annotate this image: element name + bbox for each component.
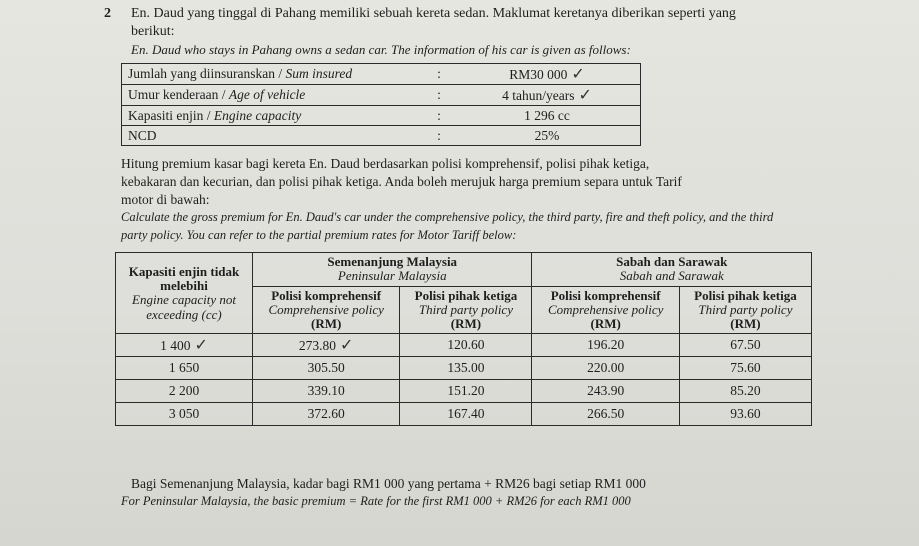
- info-label-ms: Jumlah yang diinsuranskan /: [128, 66, 283, 81]
- cell-pen-comp: 273.80: [298, 338, 337, 354]
- header-third-unit: (RM): [730, 316, 761, 332]
- info-colon: :: [424, 106, 454, 126]
- info-value: [454, 85, 641, 106]
- checkmark-icon: ✓: [194, 337, 208, 355]
- header-sabah-en: Sabah and Sarawak: [619, 268, 724, 284]
- question-number: 2: [104, 6, 111, 21]
- table-row: [116, 334, 812, 357]
- checkmark-icon: ✓: [340, 337, 354, 355]
- checkmark-icon: ✓: [578, 87, 592, 104]
- footer-malay: Bagi Semenanjung Malaysia, kadar bagi RM1 000 yang pertama + RM26 bagi setiap RM1 000: [131, 476, 646, 491]
- header-third-en: Third party policy: [698, 301, 793, 317]
- instruction-malay-3: motor di bawah:: [121, 192, 210, 207]
- cell-sab-comp: 243.90: [532, 380, 679, 403]
- header-sabah-ms: Sabah dan Sarawak: [616, 254, 728, 269]
- header-sabah-sarawak: [532, 253, 812, 287]
- header-third-en: Third party policy: [418, 301, 513, 317]
- header-third-ms: Polisi pihak ketiga: [414, 287, 518, 303]
- cell-pen-third: 167.40: [400, 403, 532, 426]
- info-value: [454, 64, 641, 85]
- cell-sab-third: 75.60: [679, 357, 811, 380]
- info-label-en: Sum insured: [285, 66, 353, 81]
- header-third-ms: Polisi pihak ketiga: [694, 287, 797, 303]
- header-peninsular: [253, 253, 532, 287]
- header-comp-ms: Polisi komprehensif: [550, 287, 661, 303]
- header-peninsular-ms: Semenanjung Malaysia: [327, 254, 458, 269]
- cell-cc: 1 400: [160, 338, 191, 354]
- footer-english: For Peninsular Malaysia, the basic premium = Rate for the first RM1 000 + RM26 for each RM1 000: [121, 494, 631, 508]
- header-sab-comprehensive: [532, 286, 679, 334]
- info-colon: :: [424, 126, 454, 146]
- cell-cc: 3 050: [116, 403, 253, 426]
- info-label-ms: Kapasiti enjin /: [128, 107, 211, 123]
- info-label-en: Age of vehicle: [228, 87, 306, 102]
- cell-pen-third: 120.60: [400, 334, 532, 357]
- table-row: [116, 380, 812, 403]
- cell-pen-comp: 305.50: [253, 357, 400, 380]
- cell-sab-comp: 220.00: [532, 357, 679, 380]
- info-label-en: Engine capacity: [213, 107, 302, 123]
- instruction-malay-1: Hitung premium kasar bagi kereta En. Daud berdasarkan polisi komprehensif, polisi pihak ketiga,: [121, 156, 650, 171]
- info-row-ncd: [122, 126, 641, 146]
- header-capacity-en: Engine capacity not exceeding (cc): [132, 292, 236, 322]
- instruction-english-2: party policy. You can refer to the partial premium rates for Motor Tariff below:: [121, 228, 517, 242]
- header-comp-unit: (RM): [590, 316, 621, 332]
- header-comp-en: Comprehensive policy: [547, 301, 664, 317]
- info-row-engine: [122, 106, 641, 126]
- info-row-sum-insured: [122, 64, 641, 85]
- premium-rates-table: [115, 252, 812, 426]
- header-comp-unit: (RM): [311, 316, 342, 332]
- info-value-text: 4 tahun/years: [502, 88, 575, 103]
- instruction-malay-2: kebakaran dan kecurian, dan polisi pihak ketiga. Anda boleh merujuk harga premium separa untuk Tarif: [121, 174, 682, 189]
- cell-sab-third: 85.20: [679, 380, 811, 403]
- cell-pen-third: 135.00: [400, 357, 532, 380]
- cell-sab-comp: 266.50: [532, 403, 679, 426]
- cell-pen-third: 151.20: [400, 380, 532, 403]
- header-pen-comprehensive: [253, 286, 400, 334]
- header-engine-capacity: [116, 253, 253, 334]
- info-value: 1 296 cc: [454, 106, 641, 126]
- malay-intro-line-2: berikut:: [131, 24, 175, 39]
- info-label-ms: Umur kenderaan /: [128, 87, 226, 102]
- cell-pen-comp: 339.10: [253, 380, 400, 403]
- instruction-english-1: Calculate the gross premium for En. Daud's car under the comprehensive policy, the third party, fire and theft policy, and the third: [121, 210, 774, 224]
- malay-intro-line-1: En. Daud yang tinggal di Pahang memiliki sebuah kereta sedan. Maklumat keretanya diberikan seperti yang: [131, 6, 736, 21]
- info-colon: :: [424, 64, 454, 85]
- info-value: 25%: [454, 126, 641, 146]
- info-row-age: [122, 85, 641, 106]
- table-row: [116, 403, 812, 426]
- header-peninsular-en: Peninsular Malaysia: [337, 268, 447, 284]
- header-third-unit: (RM): [450, 316, 482, 332]
- cell-cc: 2 200: [116, 380, 253, 403]
- header-pen-third-party: [400, 286, 532, 334]
- header-sab-third-party: [679, 286, 811, 334]
- info-label-ms: NCD: [128, 127, 157, 143]
- header-capacity-ms: Kapasiti enjin tidak melebihi: [128, 263, 240, 293]
- cell-sab-third: 93.60: [679, 403, 811, 426]
- car-info-table: [121, 63, 641, 146]
- cell-pen-comp: 372.60: [253, 403, 400, 426]
- info-colon: :: [424, 85, 454, 106]
- info-value-text: RM30 000: [509, 67, 568, 82]
- header-comp-ms: Polisi komprehensif: [271, 287, 382, 303]
- english-intro: En. Daud who stays in Pahang owns a sedan car. The information of his car is given as follows:: [131, 42, 631, 57]
- checkmark-icon: ✓: [571, 66, 585, 83]
- cell-cc: 1 650: [116, 357, 253, 380]
- cell-sab-third: 67.50: [679, 334, 811, 357]
- table-row: [116, 357, 812, 380]
- cell-sab-comp: 196.20: [532, 334, 679, 357]
- header-comp-en: Comprehensive policy: [268, 301, 384, 317]
